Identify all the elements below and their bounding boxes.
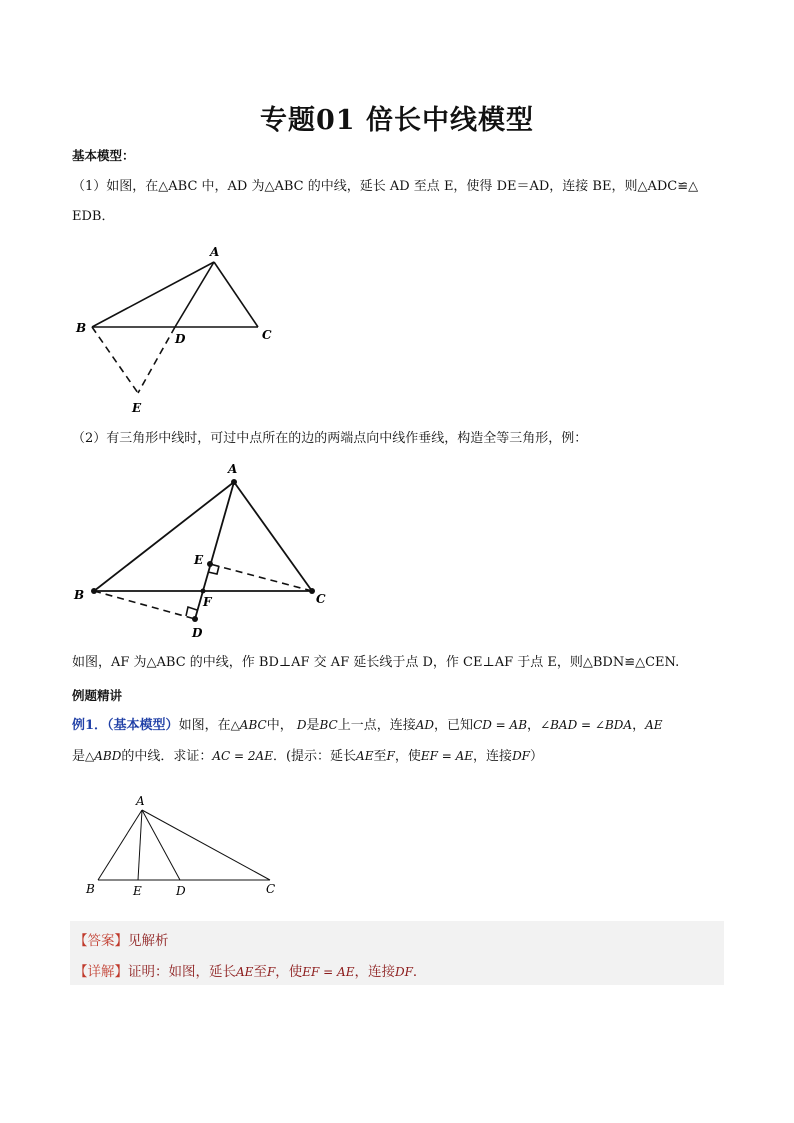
example1-text-f: ，	[527, 718, 541, 733]
example1-figure	[80, 792, 290, 904]
fig2-point-a	[231, 479, 237, 485]
model2-caption: 如图，AF 为△ABC 的中线，作 BD⊥AF 交 AF 延长线于点 D，作 CE⊥AF 于点 E，则△BDN≌△CEN.	[72, 655, 680, 670]
detail-math-f: F	[266, 965, 276, 979]
model2-figure	[70, 458, 340, 648]
example1-text-h: 是	[72, 749, 86, 764]
example1-text-j: ．(提示：延长	[272, 749, 357, 764]
example1-math-ef-ae: EF = AE	[420, 749, 474, 763]
detail-text-e: ．	[412, 964, 427, 980]
fig1-label-a: A	[210, 245, 220, 259]
fig1-dashed-de	[138, 327, 175, 393]
example1-math-f: F	[386, 749, 395, 763]
fig3-segment-ae	[138, 810, 142, 880]
example1-math-df: DF	[512, 749, 531, 763]
example1-math-ae2: AE	[356, 749, 374, 763]
fig2-dashed-ce	[210, 564, 312, 591]
example1-text-l: ，使	[394, 749, 421, 764]
fig2-point-b	[91, 588, 97, 594]
fig3-side-ab	[98, 810, 142, 880]
fig1-side-ac	[214, 262, 258, 327]
model1-text	[72, 172, 724, 232]
fig2-point-e	[207, 561, 213, 567]
example1-line1	[72, 710, 724, 741]
fig3-label-c: C	[266, 882, 276, 896]
fig2-point-d	[192, 616, 198, 622]
example1-text	[72, 710, 724, 772]
fig3-label-a: A	[136, 794, 145, 808]
example1-math-ad: AD	[415, 718, 435, 732]
example1-text-a: 如图，在	[178, 718, 231, 733]
example1-text-m: ，连接	[473, 749, 513, 764]
detail-line	[74, 960, 426, 980]
fig2-point-f	[201, 589, 206, 594]
example1-tag: （基本模型）	[107, 718, 179, 733]
fig2-dashed-bd	[94, 591, 195, 619]
fig2-label-f: F	[203, 595, 212, 609]
example1-text-k: 至	[373, 749, 387, 764]
example1-math-cd-ab: CD = AB	[473, 718, 528, 732]
answer-label: 【答案】	[74, 933, 128, 949]
example1-line2	[72, 741, 724, 772]
example1-math-bc: BC	[319, 718, 338, 732]
answer-text: 见解析	[128, 933, 169, 949]
fig1-label-e: E	[132, 401, 142, 415]
fig2-point-c	[309, 588, 315, 594]
fig3-label-b: B	[86, 882, 95, 896]
model1-text-line1: （1）如图，在△ABC 中，AD 为△ABC 的中线，延长 AD 至点 E，使得 DE＝AD，连接 BE，则△ADC≌△	[72, 179, 699, 194]
model1-text-line2: EDB．	[72, 209, 115, 224]
fig2-side-ac	[234, 482, 312, 591]
fig3-label-d: D	[176, 884, 186, 898]
model2-text: （2）有三角形中线时，可过中点所在的边的两端点向中线作垂线，构造全等三角形，例：	[72, 431, 588, 446]
fig2-median-ad	[195, 482, 234, 619]
example1-text-n: ）	[530, 749, 544, 764]
example1-math-angles: ∠BAD = ∠BDA	[540, 718, 633, 732]
page-title: 专题01 倍长中线模型	[260, 105, 534, 136]
fig2-label-e: E	[194, 553, 204, 567]
fig2-label-c: C	[316, 592, 326, 606]
example1-text-e: ，已知	[434, 718, 474, 733]
basic-model-heading: 基本模型：	[72, 148, 135, 163]
examples-heading: 例题精讲	[72, 688, 123, 703]
detail-label: 【详解】	[74, 964, 128, 980]
example1-math-ae: AE	[645, 718, 663, 732]
fig1-label-d: D	[175, 332, 186, 346]
fig3-label-e: E	[133, 884, 142, 898]
fig2-label-d: D	[192, 626, 203, 640]
answer-line	[74, 929, 169, 949]
detail-text-c: ，使	[275, 964, 303, 980]
example1-text-c: 是	[306, 718, 320, 733]
fig2-label-a: A	[228, 462, 238, 476]
fig1-side-ba	[92, 262, 214, 327]
example1-math-ac-2ae: AC = 2AE	[212, 749, 273, 763]
model1-figure	[70, 240, 290, 420]
example1-math-abc: △ABC	[230, 718, 267, 732]
example1-label: 例1．	[72, 718, 108, 733]
fig1-label-c: C	[262, 328, 272, 342]
example1-text-g: ，	[632, 718, 646, 733]
fig2-label-b: B	[74, 588, 85, 602]
detail-math-df: DF	[394, 965, 413, 979]
example1-text-b: 中，	[266, 718, 293, 733]
fig2-side-ab	[94, 482, 234, 591]
detail-text-d: ，连接	[354, 964, 395, 980]
detail-text-b: 至	[253, 964, 267, 980]
detail-math-ef-ae: EF = AE	[302, 965, 355, 979]
detail-math-ae: AE	[236, 965, 254, 979]
detail-text-a: 证明：如图，延长	[128, 964, 236, 980]
fig1-dashed-be	[92, 327, 138, 393]
example1-math-abd: △ABD	[85, 749, 122, 763]
example1-text-d: 上一点，连接	[337, 718, 416, 733]
example1-text-i: 的中线．求证：	[121, 749, 213, 764]
fig1-label-b: B	[76, 321, 87, 335]
example1-math-d: D	[296, 718, 307, 732]
